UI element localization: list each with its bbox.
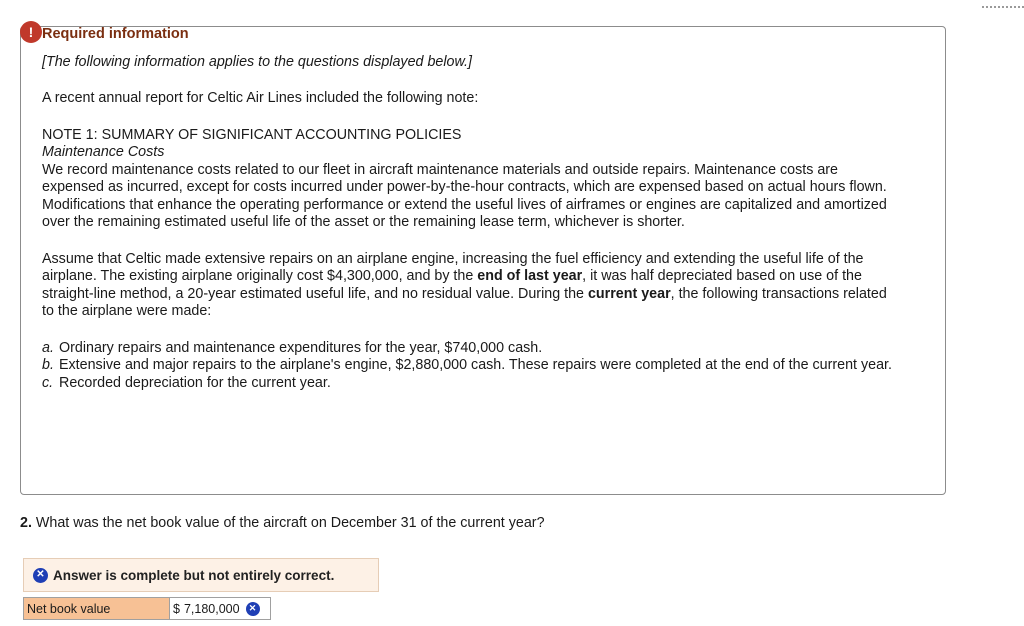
corner-dotted-line [982, 6, 1024, 10]
transaction-text: Recorded depreciation for the current year. [59, 374, 331, 391]
assumption-paragraph [42, 251, 892, 321]
report-sentence: A recent annual report for Celtic Air Lines included the following note: [42, 90, 479, 106]
incorrect-x-icon: ✕ [33, 568, 48, 583]
note-body: We record maintenance costs related to our fleet in aircraft maintenance materials and outside repairs. Maintenance costs are expensed as incurred, except for costs incurred under power-by-the-hour contracts, which are expensed based on actual hours flown. Modifications that enhance the operating performance or extend the useful lives of airframes or engines are capitalized and amortized over the remaining estimated useful life of the asset or the remaining lease term, whichever is shorter. [42, 161, 887, 230]
answer-status-text: Answer is complete but not entirely correct. [53, 567, 335, 583]
incorrect-x-icon: ✕ [246, 602, 260, 616]
question [20, 515, 545, 531]
alert-icon: ! [20, 21, 42, 43]
transaction-list [42, 340, 892, 393]
net-book-value-field[interactable] [170, 598, 270, 619]
transaction-letter: b. [42, 357, 54, 373]
note-heading: NOTE 1: SUMMARY OF SIGNIFICANT ACCOUNTING POLICIES [42, 126, 462, 143]
required-information-content [42, 26, 892, 392]
answer-status-banner [23, 558, 379, 592]
net-book-value-label: Net book value [24, 598, 170, 619]
transaction-text: Extensive and major repairs to the airplane's engine, $2,880,000 cash. These repairs were completed at the end of the current year. [59, 357, 892, 373]
assumption-text-1: Assume that Celtic made extensive repairs on an airplane engine, increasing the fuel efficiency and extending the useful life of the airplane. The existing airplane originally cost $4,300,000, and by the [42, 250, 864, 284]
question-number: 2. [20, 515, 32, 531]
transaction-item [42, 375, 892, 393]
answer-table [23, 597, 271, 620]
net-book-value-input[interactable]: 7,180,000 [183, 601, 240, 616]
assumption-bold-1: end of last year [477, 268, 583, 284]
intro-note: [The following information applies to the questions displayed below.] [42, 53, 472, 70]
transaction-letter: c. [42, 374, 54, 391]
accounting-note [42, 127, 892, 232]
assumption-text-3: , the following transactions related to the airplane were made: [42, 285, 887, 319]
question-text: What was the net book value of the aircraft on December 31 of the current year? [31, 515, 545, 531]
currency-symbol: $ [173, 601, 180, 616]
transaction-text: Ordinary repairs and maintenance expenditures for the year, $740,000 cash. [59, 339, 543, 356]
transaction-item [42, 357, 892, 375]
note-subheading: Maintenance Costs [42, 144, 165, 160]
transaction-letter: a. [42, 339, 54, 356]
required-information-title: Required information [42, 26, 189, 42]
assumption-bold-2: current year [587, 285, 671, 302]
transaction-item [42, 340, 892, 358]
assumption-text-2: , it was half depreciated based on use of the straight-line method, a 20-year estimated useful life, and no residual value. During the [42, 268, 862, 302]
